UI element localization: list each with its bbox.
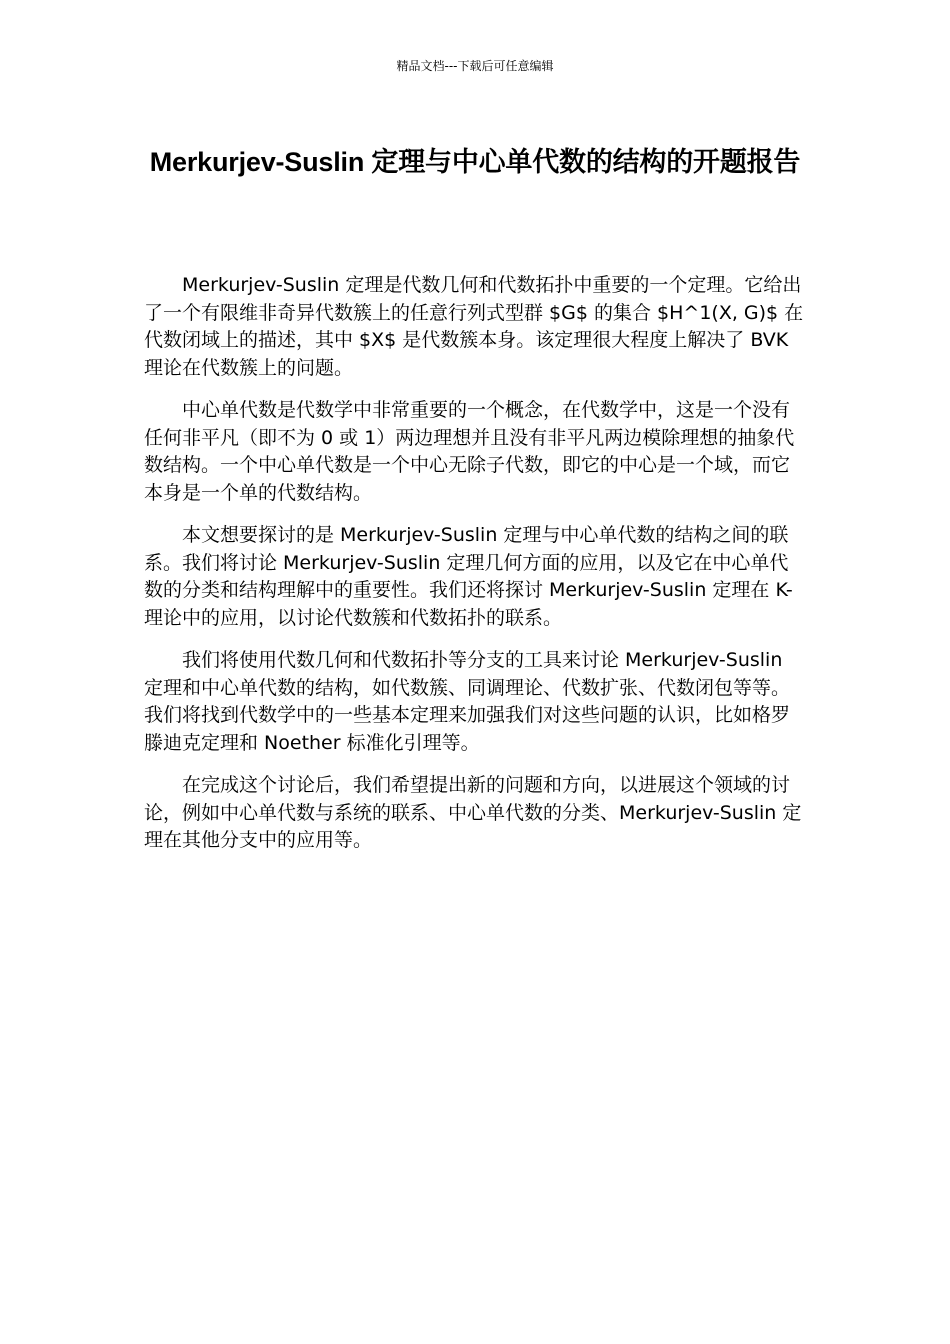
paragraph-3: 本文想要探讨的是 Merkurjev-Suslin 定理与中心单代数的结构之间的联系。我们将讨论 Merkurjev-Suslin 定理几何方面的应用，以及它在中心单代数的分类和结构理解中的重要性。我们还将探讨 Merkurjev-Suslin 定理在 K-理论中的应用，以讨论代数簇和代数拓扑的联系。 [144, 524, 793, 629]
paragraph-2: 中心单代数是代数学中非常重要的一个概念，在代数学中，这是一个没有任何非平凡（即不为 0 或 1）两边理想并且没有非平凡两边模除理想的抽象代数结构。一个中心单代数是一个中心无除子代数，即它的中心是一个域，而它本身是一个单的代数结构。 [144, 399, 795, 504]
document-body [144, 272, 806, 870]
page-header: 精品文档---下载后可任意编辑 [396, 59, 554, 73]
paragraph-5: 在完成这个讨论后，我们希望提出新的问题和方向，以进展这个领域的讨论，例如中心单代数与系统的联系、中心单代数的分类、Merkurjev-Suslin 定理在其他分支中的应用等。 [144, 774, 802, 851]
paragraph-1: Merkurjev-Suslin 定理是代数几何和代数拓扑中重要的一个定理。它给出了一个有限维非奇异代数簇上的任意行列式型群 $G$ 的集合 $H^1(X, G)$ 在代数闭域上的描述，其中 $X$ 是代数簇本身。该定理很大程度上解决了 BVK 理论在代数簇上的问题。 [144, 274, 804, 379]
document-title: Merkurjev-Suslin 定理与中心单代数的结构的开题报告 [149, 147, 801, 177]
paragraph-4: 我们将使用代数几何和代数拓扑等分支的工具来讨论 Merkurjev-Suslin 定理和中心单代数的结构，如代数簇、同调理论、代数扩张、代数闭包等等。我们将找到代数学中的一些基本定理来加强我们对这些问题的认识，比如格罗滕迪克定理和 Noether 标准化引理等。 [144, 649, 791, 754]
